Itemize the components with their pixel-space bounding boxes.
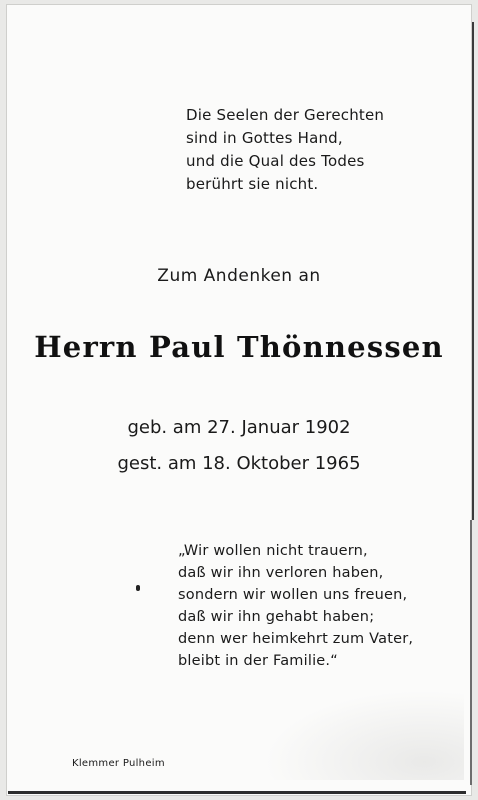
quote-line: „Wir wollen nicht trauern, bbox=[178, 543, 368, 559]
deceased-name: Herrn Paul Thönnessen bbox=[34, 330, 444, 364]
paper-wear-mark bbox=[264, 690, 464, 780]
card-border-right-lower bbox=[470, 520, 472, 785]
printer-imprint: Klemmer Pulheim bbox=[72, 758, 165, 769]
quote-line: bleibt in der Familie.“ bbox=[178, 653, 338, 669]
death-date: gest. am 18. Oktober 1965 bbox=[117, 453, 361, 474]
verse-line: Die Seelen der Gerechten bbox=[186, 106, 385, 124]
birth-date: geb. am 27. Januar 1902 bbox=[127, 417, 351, 438]
quote-line: daß wir ihn gehabt haben; bbox=[178, 609, 375, 625]
card-border-bottom bbox=[8, 791, 466, 794]
life-dates bbox=[0, 410, 478, 482]
verse-line: sind in Gottes Hand, bbox=[186, 129, 343, 147]
verse-line: und die Qual des Todes bbox=[186, 152, 365, 170]
farewell-quote bbox=[178, 540, 413, 672]
scripture-verse bbox=[186, 104, 384, 196]
quote-line: denn wer heimkehrt zum Vater, bbox=[178, 631, 414, 647]
memorial-heading: Zum Andenken an bbox=[157, 266, 321, 286]
verse-line: berührt sie nicht. bbox=[186, 175, 319, 193]
quote-line: sondern wir wollen uns freuen, bbox=[178, 587, 408, 603]
ink-dot bbox=[136, 585, 140, 591]
quote-line: daß wir ihn verloren haben, bbox=[178, 565, 384, 581]
